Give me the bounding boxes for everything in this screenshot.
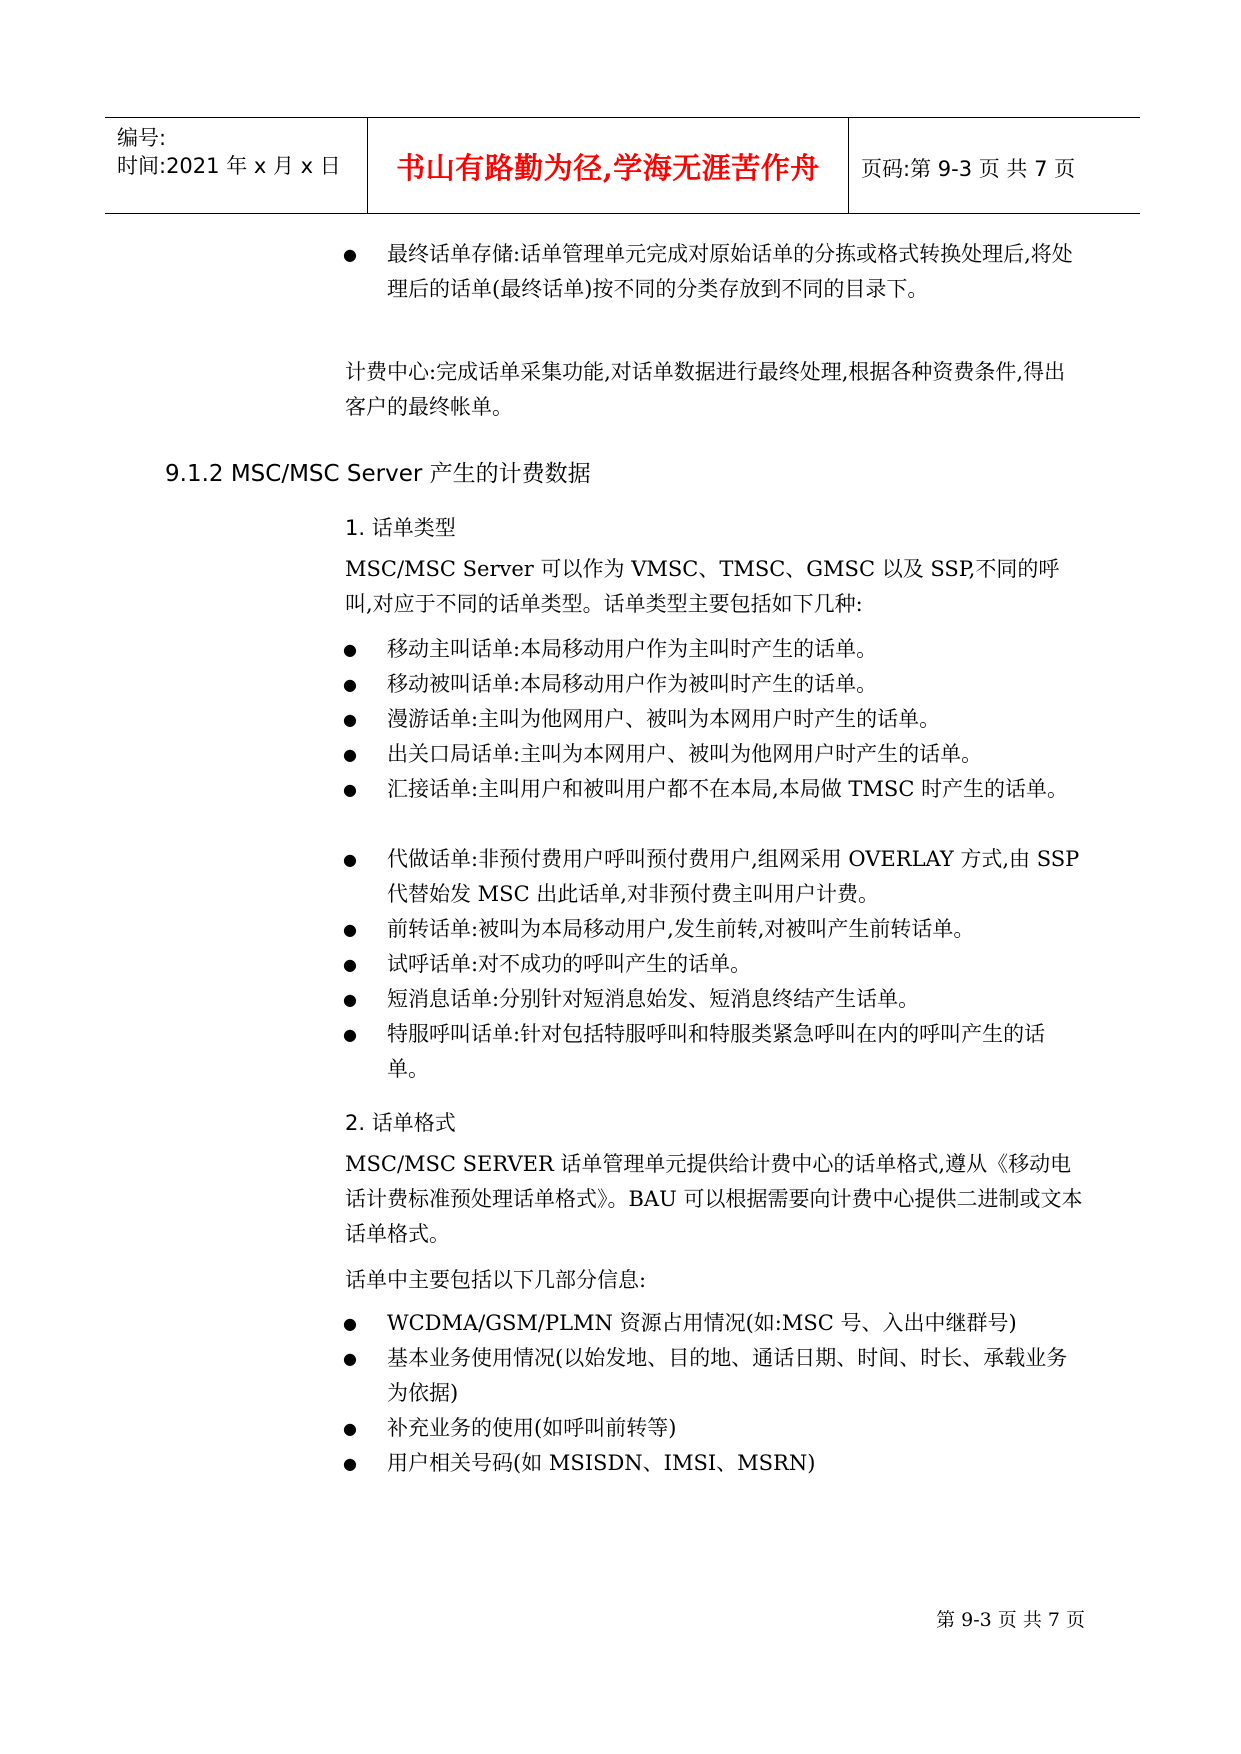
list-item <box>345 1306 1085 1341</box>
list-item-text: WCDMA/GSM/PLMN 资源占用情况(如:MSC 号、入出中继群号) <box>387 1311 1017 1335</box>
subsection-title-format: 2. 话单格式 <box>345 1111 456 1135</box>
header-page-cell <box>849 118 1140 213</box>
list-item-text: 代做话单:非预付费用户呼叫预付费用户,组网采用 OVERLAY 方式,由 SSP 代替始发 MSC 出此话单,对非预付费主叫用户计费。 <box>387 847 1080 906</box>
bullet-icon: ● <box>343 850 357 869</box>
list-item-text: 汇接话单:主叫用户和被叫用户都不在本局,本局做 TMSC 时产生的话单。 <box>387 777 1069 801</box>
list-item-text: 用户相关号码(如 MSISDN、IMSI、MSRN) <box>387 1451 816 1475</box>
list-item-text: 移动被叫话单:本局移动用户作为被叫时产生的话单。 <box>387 672 878 696</box>
document-time-label: 时间:2021 年 x 月 x 日 <box>117 154 341 178</box>
header-motto: 书山有路勤为径,学海无涯苦作舟 <box>396 151 820 185</box>
list-item-text: 前转话单:被叫为本局移动用户,发生前转,对被叫产生前转话单。 <box>387 917 975 941</box>
list-item <box>345 237 1085 307</box>
format-intro-paragraph: MSC/MSC SERVER 话单管理单元提供给计费中心的话单格式,遵从《移动电话计费标准预处理话单格式》。BAU 可以根据需要向计费中心提供二进制或文本话单格式。 <box>345 1152 1083 1246</box>
list-item-text: 基本业务使用情况(以始发地、目的地、通话日期、时间、时长、承载业务为依据) <box>387 1346 1068 1405</box>
list-item-text: 短消息话单:分别针对短消息始发、短消息终结产生话单。 <box>387 987 920 1011</box>
header-left-cell <box>105 118 368 213</box>
list-item-text: 试呼话单:对不成功的呼叫产生的话单。 <box>387 952 752 976</box>
list-item <box>345 1341 1085 1411</box>
subsection-title-types: 1. 话单类型 <box>345 516 456 540</box>
list-item <box>345 1017 1085 1087</box>
list-item-text: 最终话单存储:话单管理单元完成对原始话单的分拣或格式转换处理后,将处理后的话单(最终话单)按不同的分类存放到不同的目录下。 <box>387 242 1073 301</box>
list-item <box>345 912 1085 947</box>
bullet-icon: ● <box>343 675 357 694</box>
bullet-icon: ● <box>343 710 357 729</box>
list-item <box>345 737 1085 772</box>
bullet-icon: ● <box>343 955 357 974</box>
list-item <box>345 632 1085 667</box>
list-item <box>345 702 1085 737</box>
list-item <box>345 1446 1085 1481</box>
bullet-icon: ● <box>343 640 357 659</box>
header-motto-cell <box>368 118 849 213</box>
bullet-icon: ● <box>343 1025 357 1044</box>
header-page-number: 页码:第 9-3 页 共 7 页 <box>861 157 1076 181</box>
types-intro-paragraph: MSC/MSC Server 可以作为 VMSC、TMSC、GMSC 以及 SSP,不同的呼叫,对应于不同的话单类型。话单类型主要包括如下几种: <box>345 557 1060 616</box>
list-item-text: 移动主叫话单:本局移动用户作为主叫时产生的话单。 <box>387 637 878 661</box>
bullet-icon: ● <box>343 1314 357 1333</box>
bullet-icon: ● <box>343 780 357 799</box>
list-item-text: 补充业务的使用(如呼叫前转等) <box>387 1416 677 1440</box>
bullet-icon: ● <box>343 990 357 1009</box>
list-item <box>345 982 1085 1017</box>
bullet-icon: ● <box>343 1349 357 1368</box>
list-item <box>345 947 1085 982</box>
info-intro-paragraph: 话单中主要包括以下几部分信息: <box>345 1268 647 1292</box>
list-item-text: 漫游话单:主叫为他网用户、被叫为本网用户时产生的话单。 <box>387 707 941 731</box>
page-footer: 第 9-3 页 共 7 页 <box>936 1609 1085 1631</box>
bullet-icon: ● <box>343 1419 357 1438</box>
bullet-icon: ● <box>343 745 357 764</box>
billing-center-paragraph: 计费中心:完成话单采集功能,对话单数据进行最终处理,根据各种资费条件,得出客户的最终帐单。 <box>345 360 1066 419</box>
bullet-icon: ● <box>343 245 357 264</box>
bullet-icon: ● <box>343 1454 357 1473</box>
list-item <box>345 1411 1085 1446</box>
list-item <box>345 772 1085 807</box>
section-title: 9.1.2 MSC/MSC Server 产生的计费数据 <box>165 461 591 487</box>
list-item-text: 特服呼叫话单:针对包括特服呼叫和特服类紧急呼叫在内的呼叫产生的话单。 <box>387 1022 1046 1081</box>
list-item <box>345 667 1085 702</box>
bullet-icon: ● <box>343 920 357 939</box>
document-number-label: 编号: <box>117 126 167 150</box>
list-item <box>345 842 1085 912</box>
list-item-text: 出关口局话单:主叫为本网用户、被叫为他网用户时产生的话单。 <box>387 742 983 766</box>
page-header <box>105 117 1140 214</box>
